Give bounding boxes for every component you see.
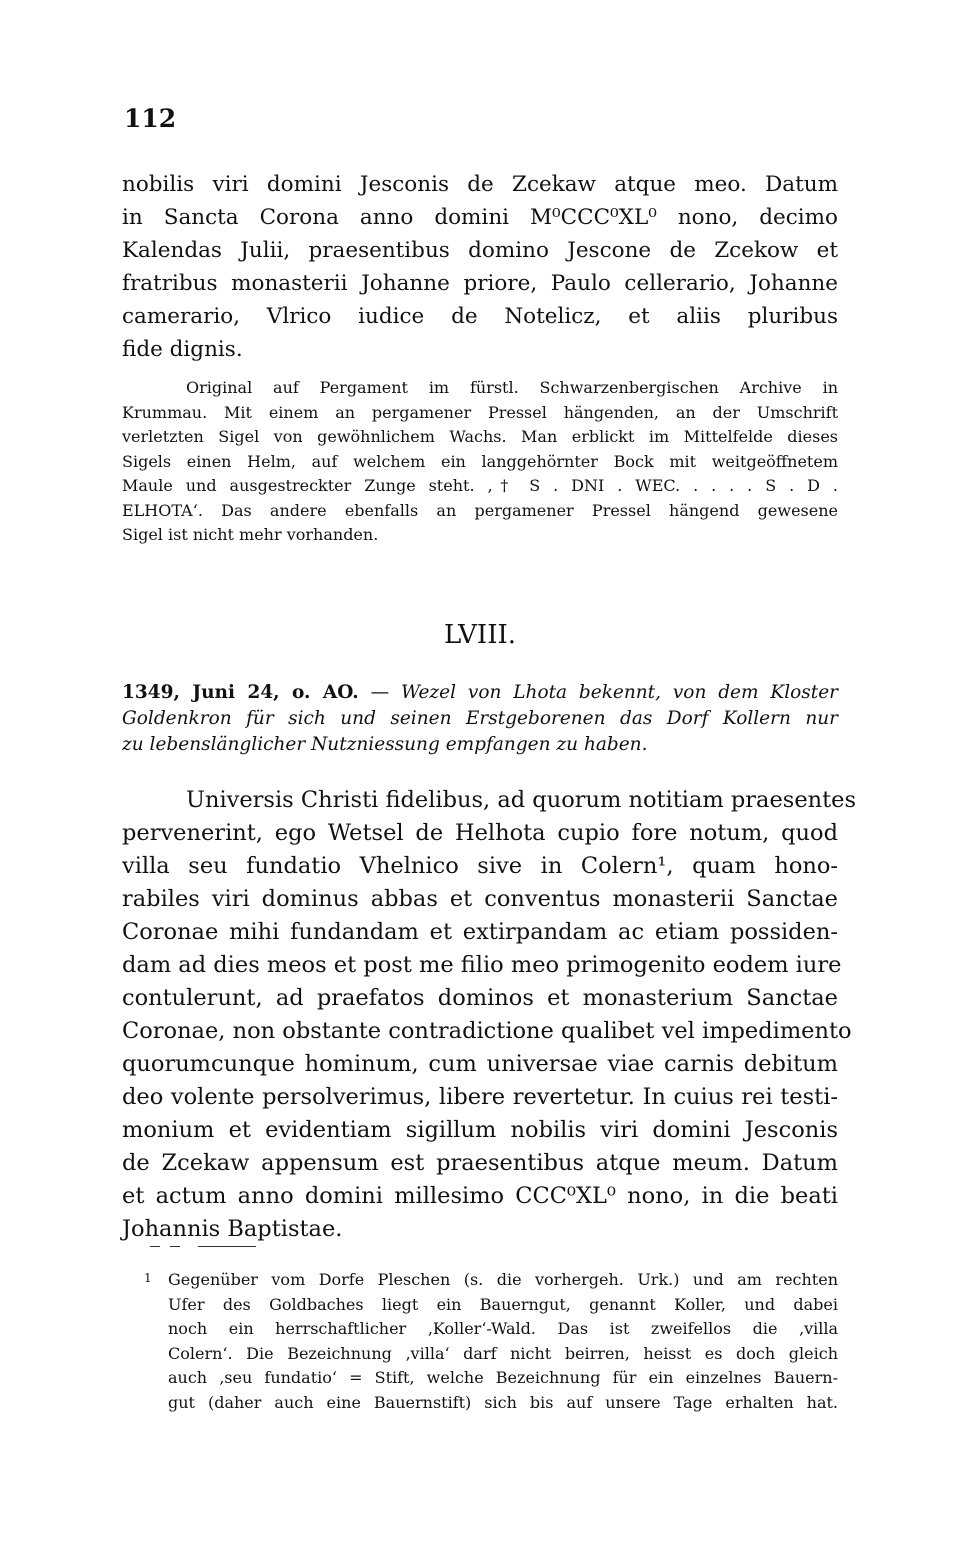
summary-first-line [122,680,838,706]
document-line: Johannis Baptistae. [122,1216,343,1242]
source-note-line: ELHOTA‘. Das andere ebenfalls an pergamener Pressel hängend gewesene [122,500,838,520]
continuation-line: fratribus monasterii Johanne priore, Paulo cellerario, Johanne [122,271,838,296]
document-line: dam ad dies meos et post me filio meo primogenito eodem iure [122,952,842,978]
document-line: monium et evidentiam sigillum nobilis viri domini Jesconis [122,1117,838,1143]
document-line: Universis Christi fidelibus, ad quorum notitiam praesentes [186,787,857,813]
document-line: Coronae mihi fundandam et extirpandam ac etiam possiden- [122,919,838,945]
footnote-line: Colern‘. Die Bezeichnung ‚villa‘ darf nicht beirren, heisst es doch gleich [168,1343,838,1363]
document-line: contulerunt, ad praefatos dominos et monasterium Sanctae [122,985,838,1011]
summary-dash: — [370,682,390,703]
source-note-line: verletzten Sigel von gewöhnlichem Wachs. Man erblickt im Mittelfelde dieses [122,427,838,446]
source-note-line: Krummau. Mit einem an pergamener Pressel hängenden, an der Umschrift [122,402,838,422]
document-line: Coronae, non obstante contradictione qualibet vel impedimento [122,1018,852,1044]
footnote-rule-dash [150,1246,160,1247]
footnote-rule-dash [170,1246,180,1247]
document-line: pervenerint, ego Wetsel de Helhota cupio fore notum, quod [122,820,838,846]
source-note-line: Sigels einen Helm, auf welchem ein langgehörnter Bock mit weitgeöffnetem [122,451,838,471]
document-line: deo volente persolverimus, libere revertetur. In cuius rei testi- [122,1084,838,1110]
footnote-rule [198,1246,256,1247]
document-text [122,784,857,1246]
summary-line: zu lebenslänglicher Nutzniessung empfangen zu haben. [122,734,648,755]
source-note [122,376,838,548]
continuation-line: in Sancta Corona anno domini M⁰CCC⁰XL⁰ nono, decimo [122,205,838,230]
footnote-line: gut (daher auch eine Bauernstift) sich bis auf unsere Tage erhalten hat. [168,1392,838,1412]
footnote-line: noch ein herrschaftlicher ‚Koller‘-Wald. Das ist zweifellos die ‚villa [168,1319,838,1338]
document-line: villa seu fundatio Vhelnico sive in Colern¹, quam hono- [122,853,838,879]
source-note-line: Sigel ist nicht mehr vorhanden. [122,525,379,544]
continuation-line: nobilis viri domini Jesconis de Zcekaw atque meo. Datum [122,172,838,197]
continuation-line: fide dignis. [122,337,243,362]
page-number: 112 [124,104,177,133]
continuation-line: camerario, Vlrico iudice de Notelicz, et aliis pluribus [122,304,838,329]
continuation-line: Kalendas Julii, praesentibus domino Jescone de Zcekow et [122,238,838,263]
source-note-line: Original auf Pergament im fürstl. Schwarzenbergischen Archive in [186,378,838,397]
summary-line: Wezel von Lhota bekennt, von dem Kloster [400,682,838,703]
footnote [122,1268,838,1415]
document-line: rabiles viri dominus abbas et conventus monasterii Sanctae [122,886,838,912]
summary-line: Goldenkron für sich und seinen Erstgeborenen das Dorf Kollern nur [122,708,838,729]
document-line: quorumcunque hominum, cum universae viae carnis debitum [122,1051,838,1077]
continuation-text [122,168,838,366]
source-note-line: Maule und ausgestreckter Zunge steht. ‚† S . DNI . WEC. . . . . S . D . [122,476,838,495]
footnote-line: Gegenüber vom Dorfe Pleschen (s. die vorhergeh. Urk.) und am rechten [168,1270,838,1289]
document-numeral: LVIII. [443,620,517,650]
document-date: 1349, Juni 24, o. AO. [122,682,359,703]
footnote-line: auch ‚seu fundatio‘ = Stift, welche Bezeichnung für ein einzelnes Bauern- [168,1368,838,1387]
document-line: de Zcekaw appensum est praesentibus atque meum. Datum [122,1150,838,1176]
footnote-marker: 1 [144,1271,152,1285]
document-summary [122,680,838,758]
footnote-first-line [122,1268,838,1293]
document-line: et actum anno domini millesimo CCC⁰XL⁰ nono, in die beati [122,1183,838,1209]
footnote-line: Ufer des Goldbaches liegt ein Bauerngut, genannt Koller, und dabei [168,1294,838,1314]
